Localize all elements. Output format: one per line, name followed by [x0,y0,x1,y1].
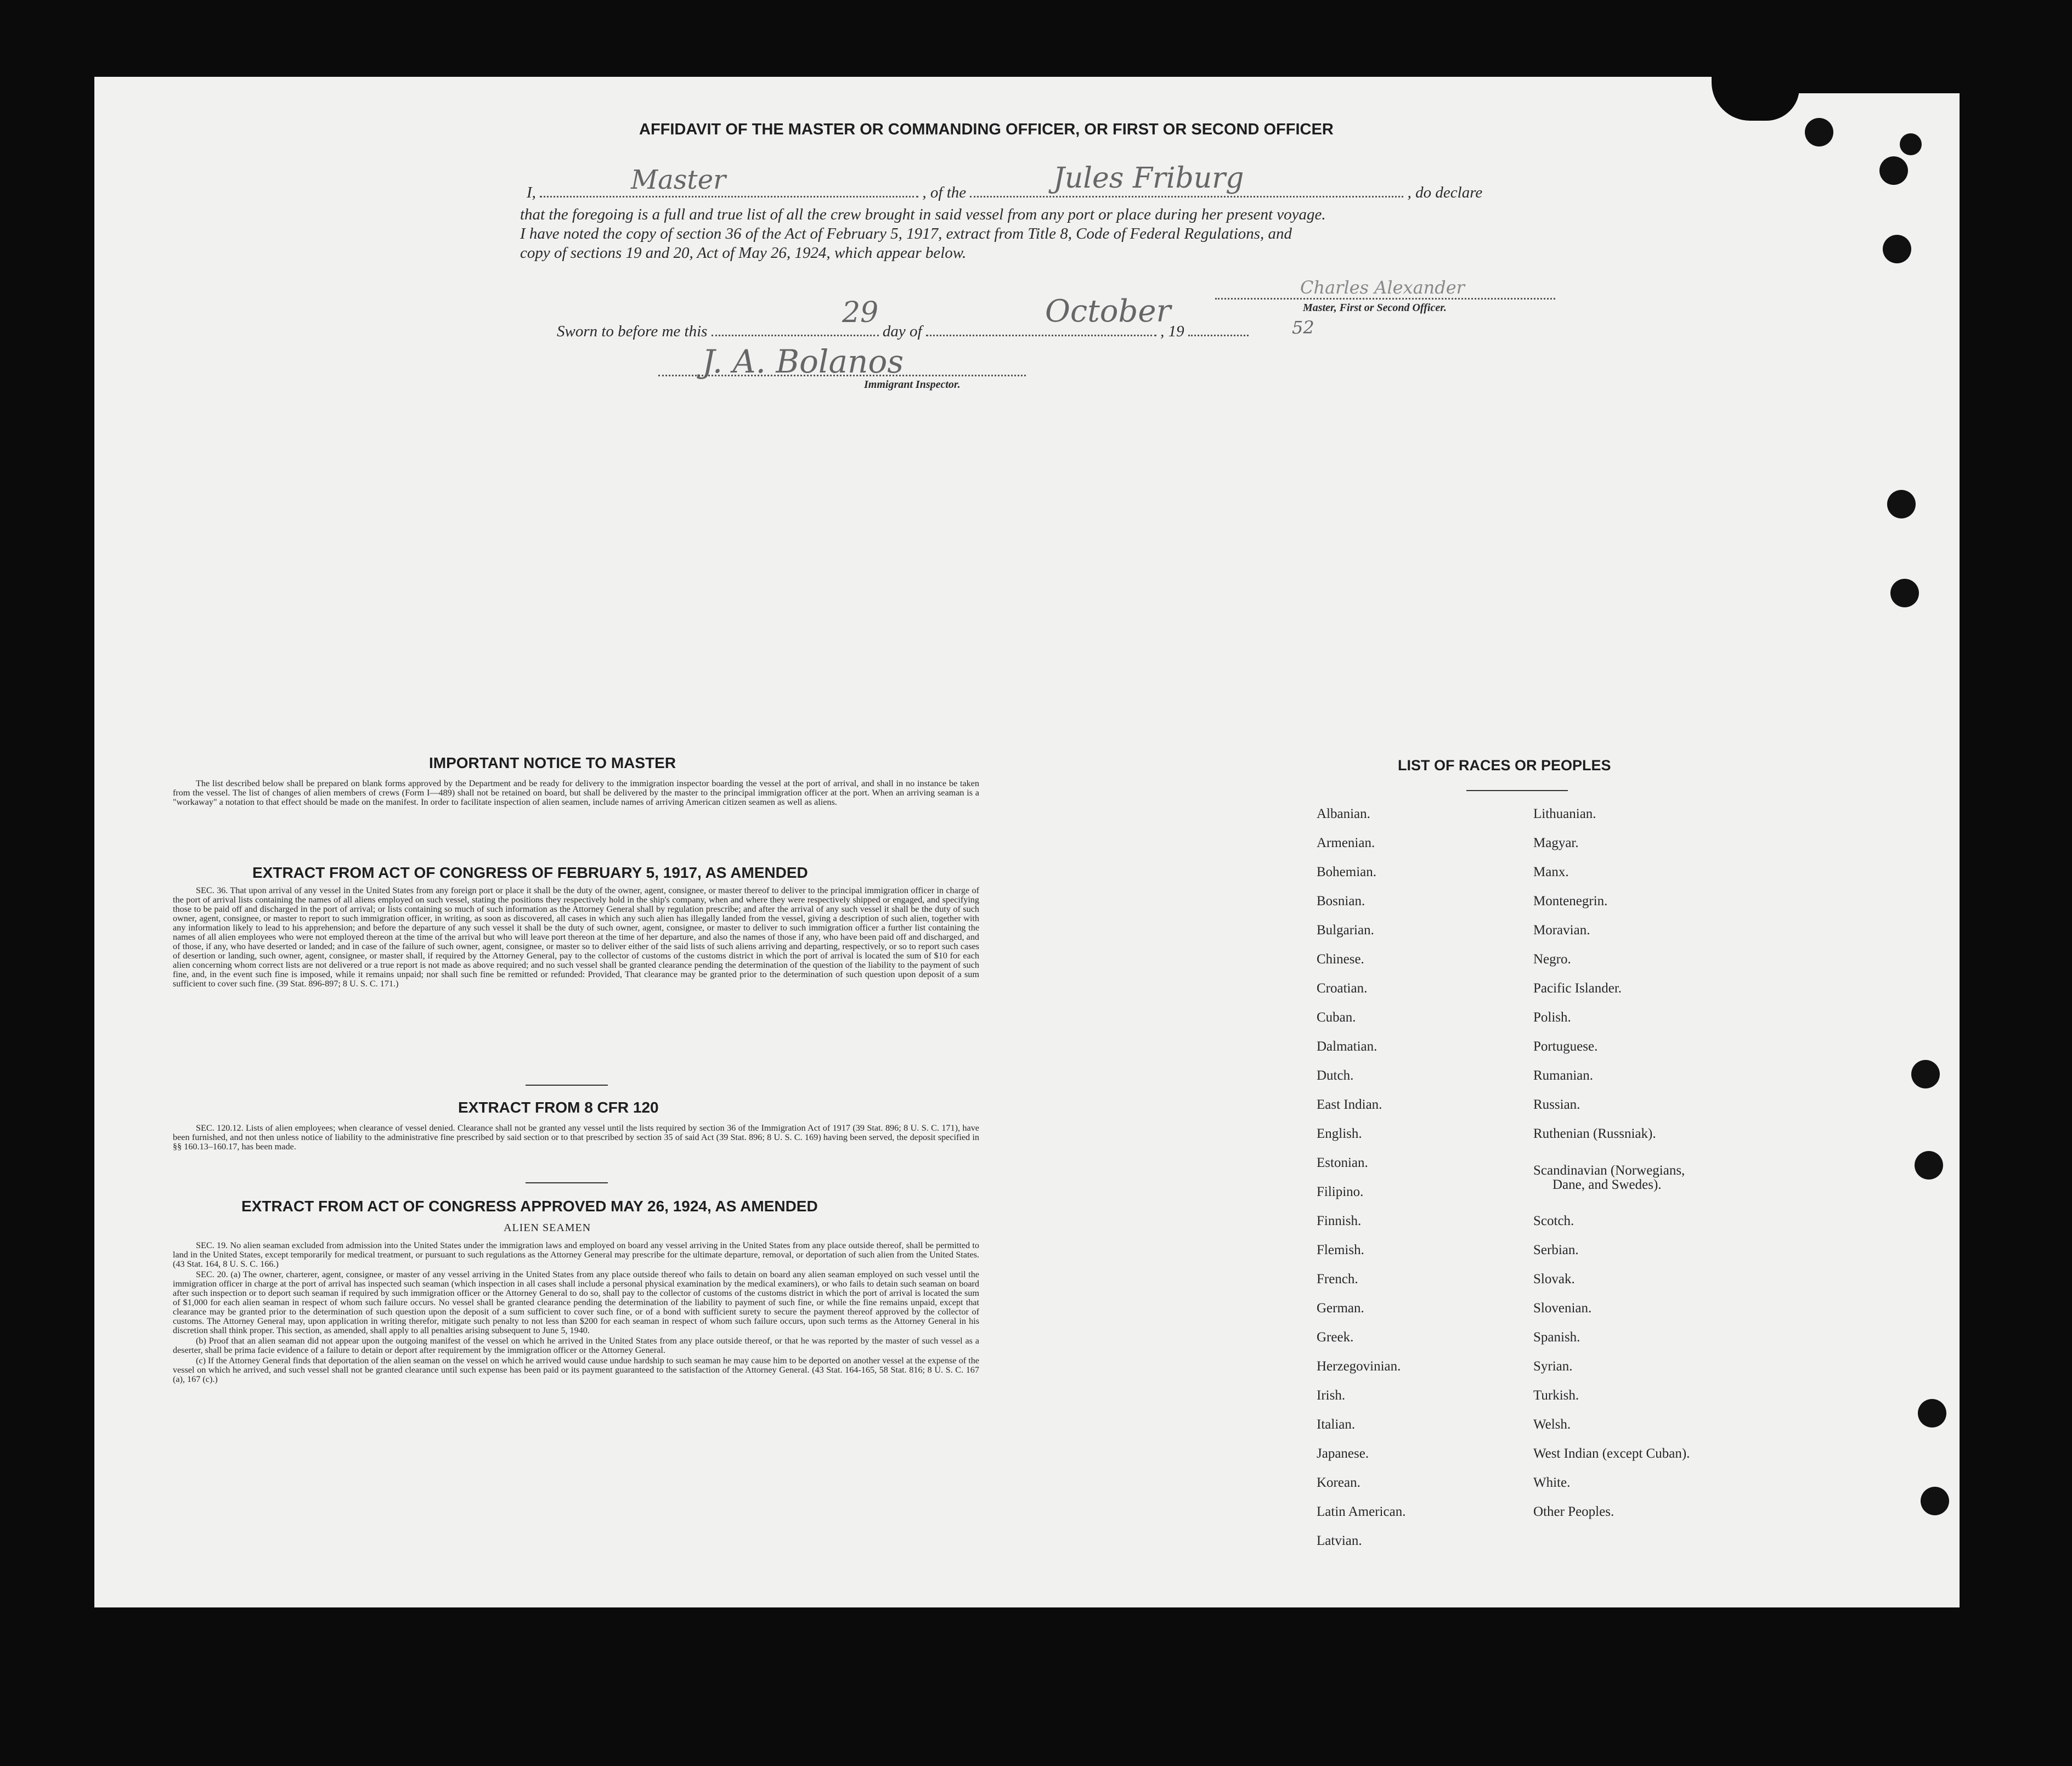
race-item: Armenian. [1317,836,1375,850]
sec-120-12-paragraph: SEC. 120.12. Lists of alien employees; when clearance of vessel denied. Clearance shall not be granted any vessel until the lists required by section 36 of the Immigration Act of 1917 (39 Stat. 896; 8 U. S. C. 171), have been furnished, and not then unless notice of liability to the administrative fine prescribed by said section or to that prescribed by section 35 of said Act (39 Stat. 896; 8 U. S. C. 169) having been served, the deposit specified in §§ 160.13–160.17, has been made. [173,1123,979,1152]
race-item: Flemish. [1317,1243,1364,1257]
inspector-signature: J. A. Bolanos [702,343,904,380]
race-item: Slovenian. [1533,1301,1592,1316]
race-item: Cuban. [1317,1010,1356,1025]
race-item: Polish. [1533,1010,1571,1025]
race-item: Portuguese. [1533,1039,1598,1054]
extract-cfr-text [173,1124,979,1153]
race-item: Pacific Islander. [1533,981,1622,996]
punch-hole [1911,1060,1940,1088]
notice-text [173,779,979,808]
day-blank [712,335,879,336]
month-handwritten: October [1045,294,1171,329]
race-item: Croatian. [1317,981,1368,996]
rank-blank [540,196,918,198]
race-item: Russian. [1533,1097,1580,1112]
alien-seamen-subtitle: ALIEN SEAMEN [504,1222,591,1234]
section-divider [526,1085,608,1086]
race-item: Scandinavian (Norwegians, [1533,1163,1685,1178]
race-item: Negro. [1533,952,1571,967]
sec-19-paragraph: SEC. 19. No alien seaman excluded from admission into the United States under the immigration laws and employed on board any vessel arriving in the United States from any place outside thereof, shall be permitted to land in the United States, except temporarily for medical treatment, or pursuant to such regulations as the Attorney General may prescribe for the ultimate departure, removal, or deportation of such alien from the United States. (43 Stat. 164, 8 U. S. C. 166.) [173,1240,979,1269]
inspector-signature-line [658,375,1026,376]
race-item: Lithuanian. [1533,806,1596,821]
section-divider [526,1182,608,1183]
rank-handwritten: Master [631,165,726,195]
race-item: Korean. [1317,1475,1360,1490]
race-item: Herzegovinian. [1317,1359,1401,1374]
sec-20b-paragraph: (b) Proof that an alien seaman did not appear upon the outgoing manifest of the vessel on which he arrived in the United States from any place outside thereof, or that he was reported by the master of such vessel as a deserter, shall be prima facie evidence of a failure to detain or deport after requirement by the immigration officer or the Attorney General. [173,1336,979,1355]
extract-cfr-title: EXTRACT FROM 8 CFR 120 [458,1099,659,1116]
punch-hole [1921,1487,1949,1515]
vessel-blank [970,196,1403,198]
punch-hole [1879,156,1908,185]
race-item: East Indian. [1317,1097,1382,1112]
punch-hole [1805,118,1833,146]
year-blank [1188,335,1249,336]
punch-hole [1890,579,1919,607]
race-item: Latvian. [1317,1533,1362,1548]
race-item: Welsh. [1533,1417,1571,1432]
race-item: Bulgarian. [1317,923,1374,938]
year-handwritten: 52 [1292,317,1314,338]
sworn-label: Sworn to before me this [557,323,708,340]
month-blank [926,335,1156,336]
race-item: Chinese. [1317,952,1364,967]
race-item: Scotch. [1533,1214,1574,1228]
race-item: West Indian (except Cuban). [1533,1446,1690,1461]
race-item: Greek. [1317,1330,1354,1345]
extract-1924-text [173,1241,979,1385]
master-signature-line [1215,298,1555,300]
races-title-rule [1466,790,1568,791]
race-item: Other Peoples. [1533,1504,1614,1519]
race-item: Finnish. [1317,1214,1362,1228]
punch-hole [1900,133,1922,155]
race-item: Spanish. [1533,1330,1580,1345]
race-item: Serbian. [1533,1243,1579,1257]
vessel-handwritten: Jules Friburg [1053,162,1244,195]
races-title: LIST OF RACES OR PEOPLES [1398,757,1611,774]
sec-36-paragraph: SEC. 36. That upon arrival of any vessel in the United States from any foreign port or place it shall be the duty of the owner, agent, consignee, or master thereof to deliver to the principal immigration officer in charge of the port of arrival lists containing the names of all aliens employed on such vessel, stating the positions they respectively hold in the ship's company, when and where they were respectively shipped or engaged, and specifying those to be paid off and discharged in the port of arrival; or lists containing so much of such information as the Attorney General shall by regulation prescribe; and after the arrival of any such vessel it shall be the duty of such owner, agent, consignee, or master to report to such immigration officer, in writing, as soon as discovered, all cases in which any such alien has illegally landed from the vessel, giving a description of such alien, together with any information likely to lead to his apprehension; and before the departure of any such vessel it shall be the duty of such owner, agent, consignee, or master to deliver to such immigration officer a further list containing the names of all alien employees who were not employed thereon at the time of the arrival but who will leave port thereon at the time of her departure, and also the names of those if any, who have been paid off and discharged, and of those, if any, who have deserted or landed; and in case of the failure of such owner, agent, consignee, or master so to deliver either of the said lists of such aliens arriving and departing, respectively, or so to report such cases of desertion or landing, such owner, agent, consignee, or master shall, if required by the Attorney General, pay to the collector of customs of the customs district in which the port of arrival is located the sum of $10 for each alien concerning whom correct lists are not delivered or a true report is not made as above required; and no such vessel shall be granted clearance pending the determination of the question of the liability to the payment of such fine, and, in the event such fine is imposed, while it remains unpaid; nor shall such fine be remitted or refunded: Provided, That clearance may be granted prior to the determination of such question upon deposit of a sum sufficient to cover such fine. (39 Stat. 896-897; 8 U. S. C. 171.) [173,885,979,989]
notice-paragraph: The list described below shall be prepared on blank forms approved by the Department and be ready for delivery to the immigration inspector boarding the vessel at the port of arrival, and shall in no instance be taken from the vessel. The list of changes of alien members of crews (Form I—489) shall not be retained on board, but shall be delivered by the master to the principal immigration officer at the port. When an arriving seaman is a "workaway" a notation to that effect should be made on the manifest. In order to facilitate inspection of alien seamen, include names of arriving American citizen seamen as well as aliens. [173,778,979,807]
race-item: Albanian. [1317,806,1370,821]
affidavit-line-3: I have noted the copy of section 36 of the Act of February 5, 1917, extract from Title 8, Code of Federal Regulations, and [520,225,1292,242]
affidavit-line-4: copy of sections 19 and 20, Act of May 26, 1924, which appear below. [520,244,967,262]
inspector-caption: Immigrant Inspector. [864,379,961,391]
race-item: White. [1533,1475,1571,1490]
sec-20c-paragraph: (c) If the Attorney General finds that deportation of the alien seaman on the vessel on which he arrived would cause undue hardship to such seaman he may cause him to be deported on another vessel at the expense of the vessel on which he arrived, and such vessel shall not be granted clearance until such expense has been paid or its payment guaranteed to the satisfaction of the Attorney General. (43 Stat. 164-165, 58 Stat. 816; 8 U. S. C. 167 (a), 167 (c).) [173,1356,979,1384]
punch-hole [1887,490,1916,518]
race-item: Filipino. [1317,1184,1364,1199]
torn-corner-edge [1788,77,1964,93]
race-item: Slovak. [1533,1272,1575,1287]
race-item: Moravian. [1533,923,1590,938]
race-item: Manx. [1533,865,1569,879]
race-item: Estonian. [1317,1155,1368,1170]
race-item: Bohemian. [1317,865,1377,879]
race-item: Dane, and Swedes). [1552,1177,1662,1192]
affidavit-title: AFFIDAVIT OF THE MASTER OR COMMANDING OFFICER, OR FIRST OR SECOND OFFICER [639,121,1334,138]
punch-hole [1883,235,1911,263]
of-the-label: , of the [922,184,967,201]
master-signature: Charles Alexander [1300,277,1465,298]
i-label: I, [527,184,536,201]
day-handwritten: 29 [842,296,879,329]
sec-20a-paragraph: SEC. 20. (a) The owner, charterer, agent, consignee, or master of any vessel arriving in the United States from any place outside thereof who fails to detain on board any alien seaman employed on such vessel until the immigration officer in charge at the port of arrival has inspected such seaman (which inspection in all cases shall include a personal physical examination by the medical examiners), or who fails to detain such seaman on board after such inspection or to deport such seaman if required by such immigration officer or the Attorney General to do so, shall pay to the collector of customs of the customs district in which the port of arrival is located the sum of $1,000 for each alien seaman in respect of whom such failure occurs. No vessel shall be granted clearance pending the determination of the liability to payment of such fine, or while the fine remains unpaid, except that clearance may be granted prior to the determination of such question upon the deposit of a sum sufficient to cover such fine, or of a bond with sufficient surety to secure the payment thereof approved by the collector of customs. The Attorney General may, upon application in writing therefor, mitigate such penalty to not less than $200 for each seaman in respect of whom such failure occurs, upon such terms as the Attorney General in his discretion shall think proper. This section, as amended, shall apply to all penalties arising subsequent to June 5, 1940. [173,1270,979,1335]
race-item: English. [1317,1126,1362,1141]
punch-hole [1918,1399,1946,1428]
race-item: Italian. [1317,1417,1356,1432]
day-of-label: day of [882,323,922,340]
race-item: Irish. [1317,1388,1346,1403]
race-item: Ruthenian (Russniak). [1533,1126,1656,1141]
race-item: Magyar. [1533,836,1579,850]
master-signature-caption: Master, First or Second Officer. [1303,302,1447,314]
race-item: Turkish. [1533,1388,1579,1403]
extract-1917-title: EXTRACT FROM ACT OF CONGRESS OF FEBRUARY 5, 1917, AS AMENDED [252,864,808,881]
year-prefix: , 19 [1160,323,1184,340]
race-item: Dalmatian. [1317,1039,1377,1054]
race-item: Bosnian. [1317,894,1365,909]
extract-1917-text [173,886,979,990]
race-item: German. [1317,1301,1364,1316]
do-declare-label: , do declare [1407,184,1483,201]
race-item: Syrian. [1533,1359,1573,1374]
race-item: Dutch. [1317,1068,1354,1083]
notice-title: IMPORTANT NOTICE TO MASTER [429,754,676,771]
race-item: Rumanian. [1533,1068,1594,1083]
race-item: Japanese. [1317,1446,1369,1461]
race-item: Latin American. [1317,1504,1406,1519]
extract-1924-title: EXTRACT FROM ACT OF CONGRESS APPROVED MAY 26, 1924, AS AMENDED [241,1198,818,1215]
affidavit-line-2: that the foregoing is a full and true list of all the crew brought in said vessel from any port or place during her present voyage. [520,206,1326,223]
punch-hole [1915,1151,1943,1180]
race-item: Montenegrin. [1533,894,1608,909]
race-item: French. [1317,1272,1358,1287]
